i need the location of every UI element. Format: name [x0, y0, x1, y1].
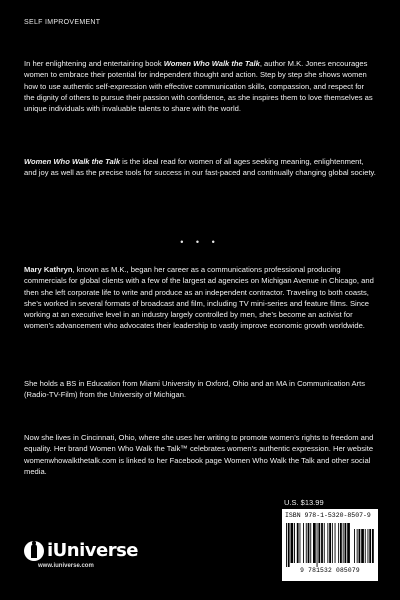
residence-paragraph: Now she lives in Cincinnati, Ohio, where she uses her writing to promote women’s rights to freedom and equality. Her brand Women Who Walk the Talk™ celebrates women’s authentic expression. Her website womenwhowalkthetalk.com is linked to her Facebook page Women Who Walk the Talk and other social media.: [24, 433, 374, 476]
ean-digits: 9 781532 085079: [300, 567, 360, 574]
barcode-bars-icon: [284, 523, 376, 567]
publisher-name: iUniverse: [47, 540, 139, 561]
p1-text-before: In her enlightening and entertaining book: [24, 59, 164, 68]
isbn-text: ISBN 978-1-5320-8507-9: [285, 512, 371, 519]
publisher-logo: [24, 540, 138, 561]
publisher-url: www.iuniverse.com: [38, 563, 94, 569]
book-title-ref-2: Women Who Walk the Talk: [24, 157, 121, 166]
category-label: SELF IMPROVEMENT: [24, 19, 101, 26]
p1-text-after: , author M.K. Jones encourages women to embrace their potential for independent thought and action. Step by step she shows women how to use authentic self-expression with effective communication skills, compassion, and respect for the dignity of others to pursue their passion with confidence, as she inspires them to love themselves as unique individuals with invaluable talents to share with the world.: [24, 59, 373, 114]
author-name: Mary Kathryn: [24, 265, 73, 274]
p3-text-after: , known as M.K., began her career as a communications professional producing commercials for global clients with a few of the largest ad agencies on Michigan Avenue in Chicago, and then she left corporate life to write and produce as an independent contractor. Traveling to both coasts, she’s worked in several formats of broadcast and film, including TV mini-series and feature films. Since working at an executive level in an industry largely controlled by men, she’s become an activist for women’s advancement who advocates their leadership to vastly improve economic growth worldwide.: [24, 265, 374, 331]
iuniverse-logo-icon: [24, 541, 44, 561]
isbn-barcode: [282, 509, 378, 581]
section-separator: • • •: [180, 237, 220, 247]
p2-text-after: is the ideal read for women of all ages seeking meaning, enlightenment, and joy as well as the precise tools for success in our fast-paced and continually changing global society.: [24, 157, 376, 178]
description-paragraph-2: [24, 156, 376, 179]
education-paragraph: She holds a BS in Education from Miami University in Oxford, Ohio and an MA in Communication Arts (Radio-TV-Film) from the University of Michigan.: [24, 379, 366, 400]
author-bio-paragraph: [24, 264, 376, 332]
book-title-ref: Women Who Walk the Talk: [163, 59, 260, 68]
price-label: U.S. $13.99: [284, 498, 324, 507]
description-paragraph-1: [24, 58, 376, 114]
